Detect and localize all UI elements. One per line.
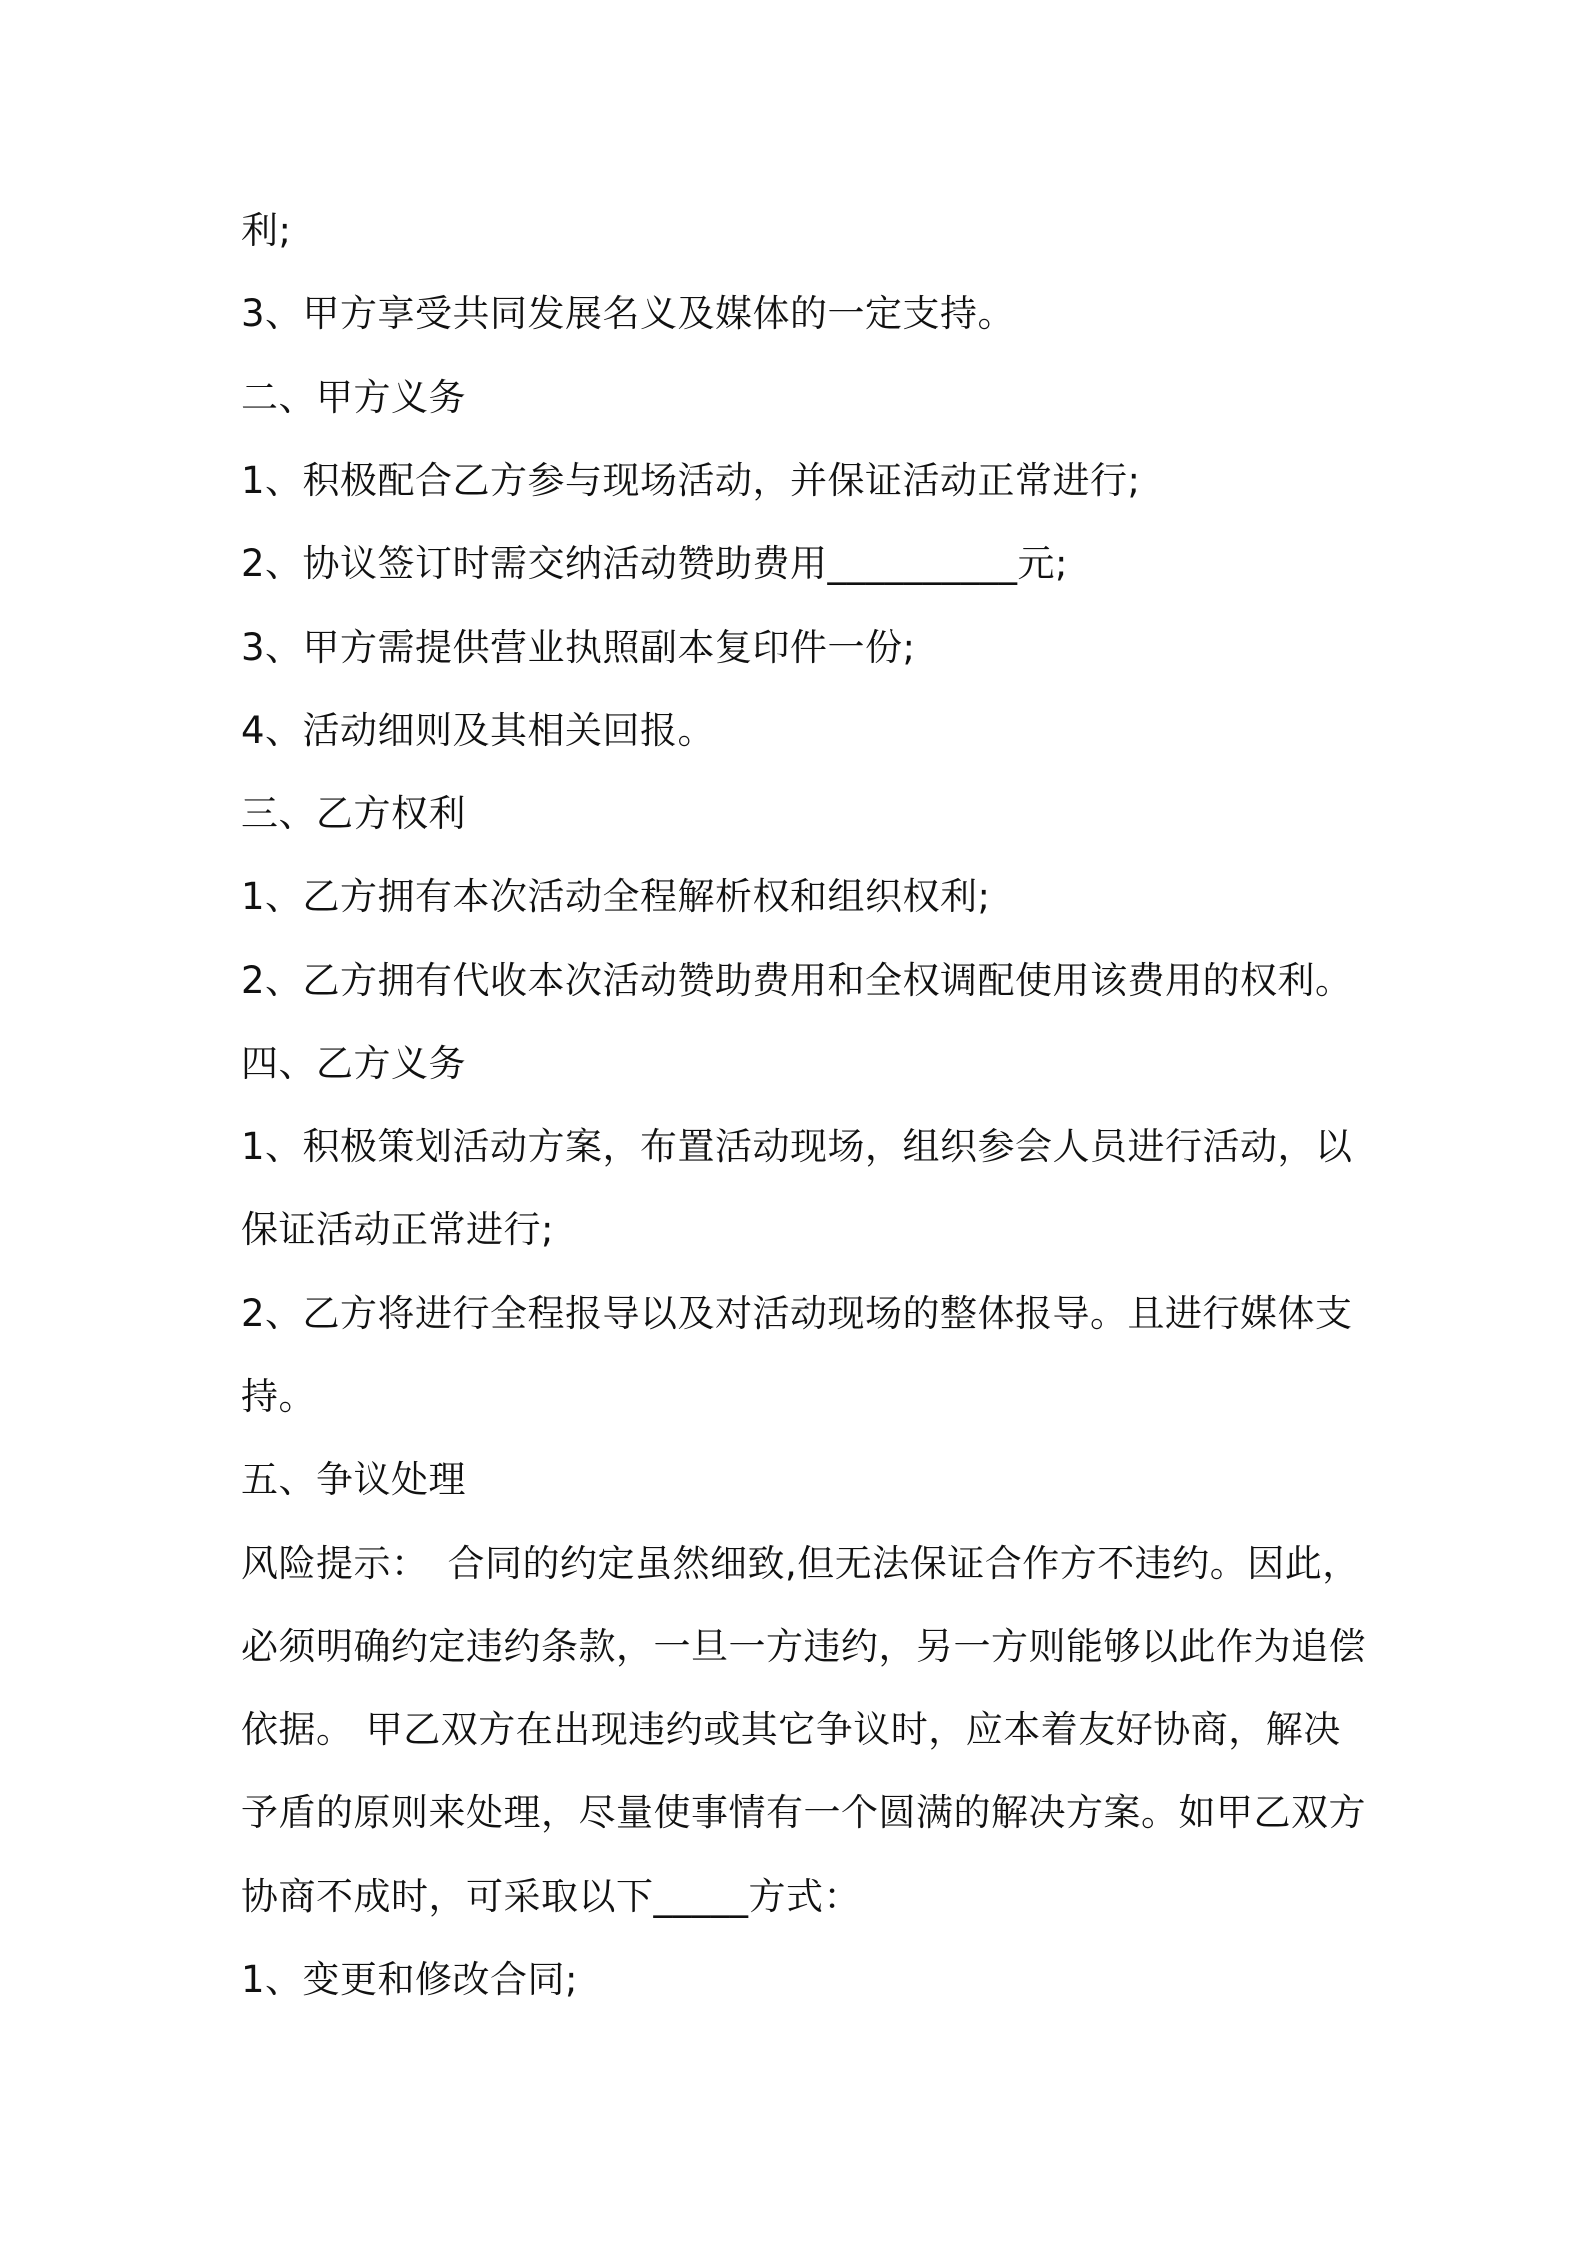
text-line: 3、甲方享受共同发展名义及媒体的一定支持。 — [241, 292, 1016, 335]
section-heading: 二、甲方义务 — [241, 376, 466, 419]
text-line: 保证活动正常进行; — [241, 1208, 554, 1251]
text-line: 1、乙方拥有本次活动全程解析权和组织权利; — [241, 875, 991, 918]
text-line: 2、乙方将进行全程报导以及对活动现场的整体报导。且进行媒体支 — [241, 1292, 1353, 1335]
text-line: 1、积极策划活动方案，布置活动现场，组织参会人员进行活动，以 — [241, 1125, 1353, 1168]
text-line: 予盾的原则来处理，尽量使事情有一个圆满的解决方案。如甲乙双方 — [241, 1791, 1366, 1834]
section-heading: 三、乙方权利 — [241, 792, 466, 835]
text-line: 风险提示： 合同的约定虽然细致,但无法保证合作方不违约。因此， — [241, 1542, 1360, 1585]
text-line: 利; — [241, 209, 292, 252]
text-line: 2、乙方拥有代收本次活动赞助费用和全权调配使用该费用的权利。 — [241, 959, 1353, 1002]
text-line: 2、协议签订时需交纳活动赞助费用__________元; — [241, 542, 1069, 585]
text-line: 协商不成时，可采取以下_____方式： — [241, 1875, 861, 1918]
text-line: 1、变更和修改合同; — [241, 1958, 579, 2001]
text-line: 4、活动细则及其相关回报。 — [241, 709, 716, 752]
text-line: 持。 — [241, 1375, 316, 1418]
section-heading: 四、乙方义务 — [241, 1042, 466, 1085]
text-line: 1、积极配合乙方参与现场活动，并保证活动正常进行; — [241, 459, 1141, 502]
text-line: 依据。 甲乙双方在出现违约或其它争议时，应本着友好协商，解决 — [241, 1708, 1341, 1751]
text-line: 3、甲方需提供营业执照副本复印件一份; — [241, 626, 916, 669]
section-heading: 五、争议处理 — [241, 1458, 466, 1501]
text-line: 必须明确约定违约条款，一旦一方违约，另一方则能够以此作为追偿 — [241, 1625, 1366, 1668]
